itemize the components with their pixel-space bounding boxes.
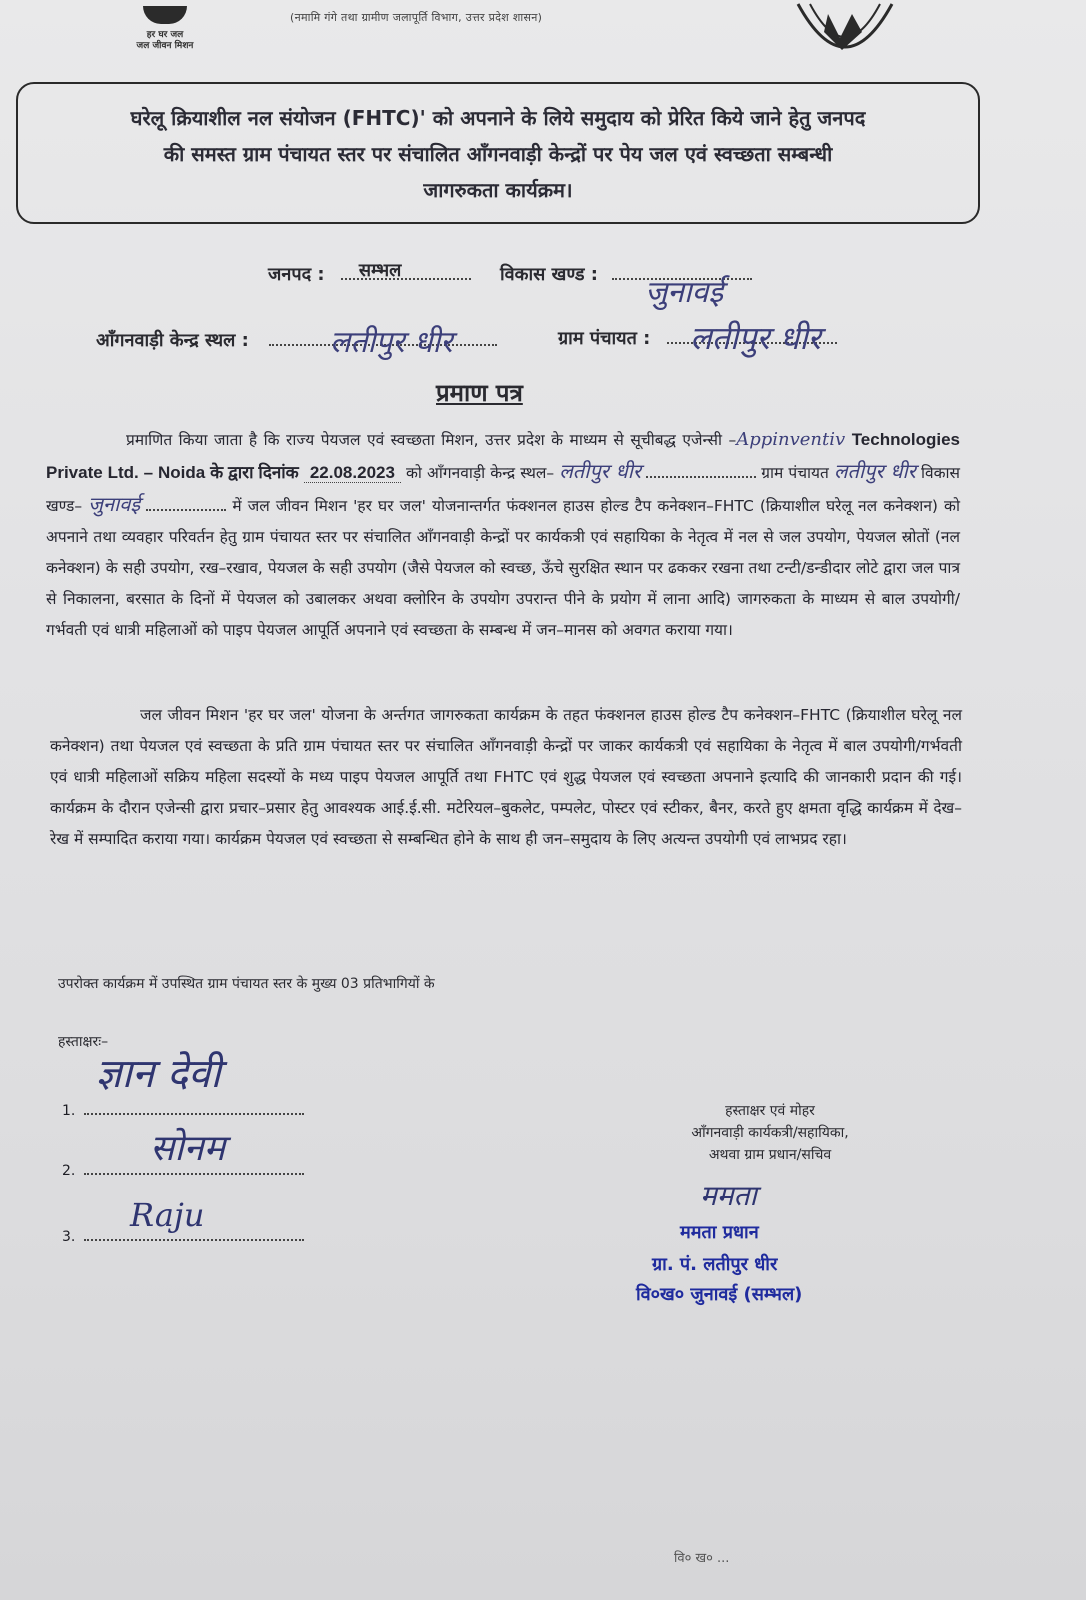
certificate-paragraph-2 [50,700,962,855]
certificate-heading: प्रमाण पत्र [436,379,523,407]
title-line-1: घरेलू क्रियाशील नल संयोजन (FHTC)' को अपनाने के लिये समुदाय को प्रेरित किये जाने हेतु जनपद [130,106,866,130]
footer-faint-text: वि० ख० ... [674,1551,730,1566]
block-value-handwritten: जुनावई [645,275,724,310]
stamp-line-3: वि०ख० जुनावई (सम्भल) [636,1284,803,1305]
p1-part-e: विकास खण्ड– [46,464,960,515]
signatory-line-1: हस्ताक्षर एवं मोहर [725,1103,815,1119]
p2-text: जल जीवन मिशन 'हर घर जल' योजना के अर्न्तगत जागरुकता कार्यक्रम के तहत फंक्शनल हाउस होल्ड टैप कनेक्शन–FHTC (क्रियाशील घरेलू नल कनेक्शन) तथा पेयजल एवं स्वच्छता के प्रति ग्राम पंचायत स्तर पर संचालित आँगनवाड़ी केन्द्रों पर जाकर कार्यकत्री एवं सहायिका के नेतृत्व में बाल उपयोगी/गर्भवती एवं धात्री महिलाओं सक्रिय महिला सदस्यों के मध्य पाइप पेयजल आपूर्ति तथा FHTC एवं शुद्ध पेयजल एवं स्वच्छता अपनाने इत्यादि की जानकारी प्रदान की गई। कार्यक्रम के दौरान एजेन्सी द्वारा प्रचार–प्रसार हेतु आवश्यक आई.ई.सी. मटेरियल–बुकलेट, पम्पलेट, पोस्टर एवं स्टीकर, बैनर, करते हुए क्षमता वृद्धि कार्यक्रम में देख–रेख में सम्पादित कराया गया। कार्यक्रम पेयजल एवं स्वच्छता से सम्बन्धित होने के साथ ही जन–समुदाय के लिए अत्यन्त उपयोगी एवं लाभप्रद रहा। [50,706,962,848]
district-label: जनपद : [268,264,325,285]
participant-num-1: 1. [62,1103,76,1119]
agency-handwritten: Appinventiv [736,429,846,450]
har-ghar-jal-logo [120,6,210,72]
site-value-handwritten: लतीपुर धीर [559,459,642,483]
p1-part-b: Technologies Private Ltd. – Noida के द्वारा दिनांक [46,430,960,482]
title-line-3: जागरुकता कार्यक्रम। [423,178,573,202]
anganwadi-value-handwritten: लतीपुर धीर [330,325,453,360]
district-value: सम्भल [358,260,402,281]
p1-part-a: प्रमाणित किया जाता है कि राज्य पेयजल एवं स्वच्छता मिशन, उत्तर प्रदेश के माध्यम से सूचीबद्ध एजेन्सी – [126,431,737,449]
signatory-signature: ममता [700,1179,757,1212]
signatory-line-3: अथवा ग्राम प्रधान/सचिव [708,1147,832,1163]
panchayat-value-inline: लतीपुर धीर [833,459,916,483]
district-field [268,262,471,286]
logo-text: हर घर जल जल जीवन मिशन [136,30,194,51]
participant-num-2: 2. [62,1163,76,1179]
participants-label: हस्ताक्षरः– [58,1034,109,1050]
water-pot-icon [143,6,187,24]
emblem-seal-icon [790,0,900,76]
participant-row-1 [62,1100,332,1119]
signatory-block [650,1100,890,1166]
p1-part-c: को आँगनवाड़ी केन्द्र स्थल– [406,464,555,482]
stamp-line-1: ममता प्रधान [680,1222,759,1243]
signatory-line-2: आँगनवाड़ी कार्यकत्री/सहायिका, [691,1125,849,1141]
stamp-line-2: ग्रा. पं. लतीपुर धीर [652,1254,778,1275]
program-title-box [16,82,980,224]
title-line-2: की समस्त ग्राम पंचायत स्तर पर संचालित आँगनवाड़ी केन्द्रों पर पेय जल एवं स्वच्छता सम्बन्धी [163,142,833,166]
certificate-paragraph-1 [46,424,960,646]
participant-signature-3: Raju [130,1196,205,1234]
participant-num-3: 3. [62,1229,76,1245]
block-label: विकास खण्ड : [500,264,598,285]
p1-part-d: ग्राम पंचायत [761,464,829,482]
ministry-line: (नमामि गंगे तथा ग्रामीण जलापूर्ति विभाग, उत्तर प्रदेश शासन) [290,11,543,24]
block-value-inline: जुनावई [88,492,141,516]
participant-signature-2: सोनम [150,1128,226,1169]
p1-part-f: में जल जीवन मिशन 'हर घर जल' योजनान्तर्गत फंक्शनल हाउस होल्ड टैप कनेक्शन–FHTC (क्रियाशील घरेलू नल कनेक्शन) को अपनाने तथा व्यवहार परिवर्तन हेतु ग्राम पंचायत स्तर पर संचालित आँगनवाड़ी केन्द्रों पर कार्यकत्री एवं सहायिका के नेतृत्व में नल से जल उपयोग, पेयजल स्रोतों (नल कनेक्शन) के सही उपयोग, रख–रखाव, पेयजल के सही उपयोग (जैसे पेयजल को स्वच्छ, ऊँचे सुरक्षित स्थान पर ढककर रखना तथा टन्टी/डन्डीदार लोटे द्वारा जल पात्र से निकालना, बरसात के दिनों में पेयजल को उबालकर अथवा क्लोरिन के उपयोग उपरान्त पीने के प्रयोग में लाना आदि) जागरुकता के माध्यम से बाल उपयोगी/गर्भवती एवं धात्री महिलाओं को पाइप पेयजल आपूर्ति अपनाने एवं स्वच्छता के सम्बन्ध में जन–मानस को अवगत कराया गया। [46,497,960,639]
panchayat-label: ग्राम पंचायत : [558,328,651,349]
anganwadi-label: आँगनवाड़ी केन्द्र स्थल : [96,330,249,351]
panchayat-value-handwritten: लतीपुर धीर [690,319,821,357]
participant-signature-1: ज्ञान देवी [96,1051,221,1097]
participants-intro: उपरोक्त कार्यक्रम में उपस्थित ग्राम पंचायत स्तर के मुख्य 03 प्रतिभागियों के [58,976,435,992]
program-date: 22.08.2023 [304,463,401,483]
